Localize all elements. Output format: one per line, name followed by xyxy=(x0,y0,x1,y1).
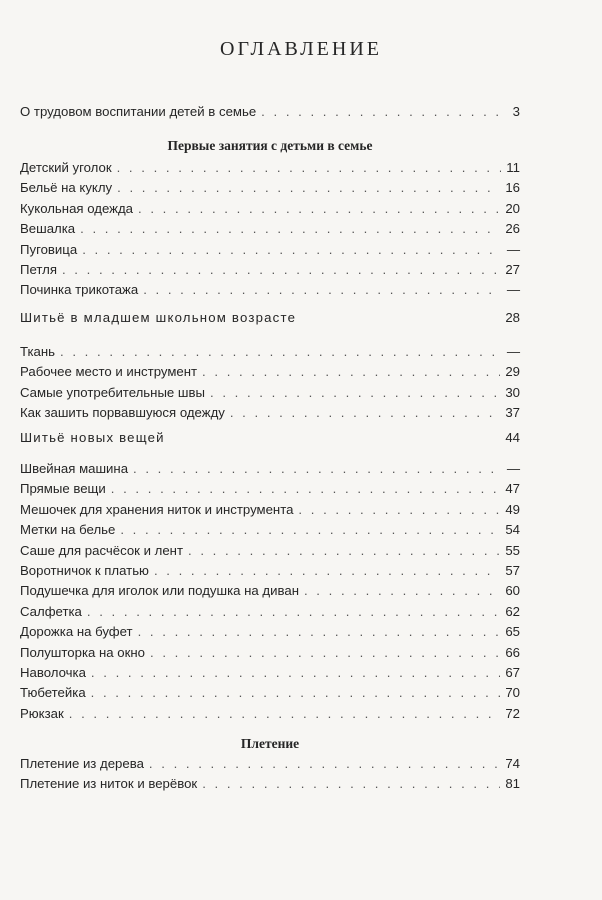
dot-leader xyxy=(154,563,500,578)
toc-entry xyxy=(20,543,520,563)
entry-page: 47 xyxy=(505,481,520,497)
section-heading: Шитьё в младшем школьном возрасте xyxy=(20,310,297,325)
entry-page: 37 xyxy=(505,405,520,421)
section-heading: Шитьё новых вещей xyxy=(20,430,165,445)
dot-leader xyxy=(133,461,501,476)
toc-entry xyxy=(20,262,520,282)
entry-title: Салфетка xyxy=(20,603,82,619)
toc-intro xyxy=(20,104,520,124)
toc-entry xyxy=(20,344,520,364)
entry-page: 62 xyxy=(505,603,520,619)
dot-leader xyxy=(202,364,500,379)
entry-page: 67 xyxy=(505,664,520,680)
dot-leader xyxy=(80,221,500,236)
entry-title: Ткань xyxy=(20,344,56,359)
dot-leader xyxy=(117,180,500,195)
entry-title: Петля xyxy=(20,261,57,277)
entry-title: Бельё на куклу xyxy=(20,180,113,196)
toc-entry xyxy=(20,160,520,180)
entry-page: 54 xyxy=(505,522,520,538)
entry-title: Починка трикотажа xyxy=(20,282,139,298)
dot-leader xyxy=(261,104,501,119)
toc-entry xyxy=(20,583,520,603)
section-heading-row xyxy=(20,310,520,330)
entry-page: — xyxy=(506,282,520,298)
toc-entry xyxy=(20,221,520,241)
dot-leader xyxy=(60,344,501,359)
toc-section-3 xyxy=(20,461,520,726)
page-title: ОГЛАВЛЕНИЕ xyxy=(220,38,382,60)
entry-page: 16 xyxy=(505,180,520,196)
entry-page: 55 xyxy=(505,542,520,558)
toc-entry xyxy=(20,776,520,796)
entry-title: Детский уголок xyxy=(20,160,112,175)
toc-entry xyxy=(20,604,520,624)
dot-leader xyxy=(149,756,500,771)
dot-leader xyxy=(304,583,500,598)
toc-section-2 xyxy=(20,344,520,426)
toc-entry xyxy=(20,201,520,221)
entry-title: Швейная машина xyxy=(20,461,129,476)
dot-leader xyxy=(298,502,500,517)
dot-leader xyxy=(120,522,500,537)
toc-entry xyxy=(20,405,520,425)
entry-page: 28 xyxy=(505,310,520,325)
dot-leader xyxy=(117,160,501,175)
toc-entry xyxy=(20,385,520,405)
dot-leader xyxy=(188,543,500,558)
entry-page: 30 xyxy=(505,384,520,400)
toc-entry xyxy=(20,104,520,124)
entry-title: Воротничок к платью xyxy=(20,562,149,578)
toc-section-1 xyxy=(20,160,520,303)
entry-page: — xyxy=(506,461,520,476)
dot-leader xyxy=(87,604,500,619)
toc-entry xyxy=(20,645,520,665)
dot-leader xyxy=(138,624,501,639)
dot-leader xyxy=(202,776,500,791)
toc-entry xyxy=(20,563,520,583)
toc-entry xyxy=(20,756,520,776)
toc-entry xyxy=(20,242,520,262)
entry-page: 65 xyxy=(505,624,520,640)
toc-entry xyxy=(20,706,520,726)
entry-page: 44 xyxy=(505,430,520,445)
entry-title: Самые употребительные швы xyxy=(20,384,205,400)
toc-section-3-heading xyxy=(20,430,520,450)
dot-leader xyxy=(62,262,500,277)
section-heading: Первые занятия с детьми в семье xyxy=(167,138,373,153)
dot-leader xyxy=(210,385,500,400)
entry-page: 66 xyxy=(505,644,520,660)
toc-entry xyxy=(20,665,520,685)
entry-title: Прямые вещи xyxy=(20,481,106,497)
toc-entry xyxy=(20,502,520,522)
entry-title: Плетение из дерева xyxy=(20,756,144,771)
entry-page: 72 xyxy=(505,705,520,721)
dot-leader xyxy=(150,645,500,660)
dot-leader xyxy=(69,706,501,721)
section-heading: Плетение xyxy=(240,736,300,751)
toc-section-2-heading xyxy=(20,310,520,330)
entry-title: Пуговица xyxy=(20,241,78,257)
entry-title: Мешочек для хранения ниток и инструмента xyxy=(20,501,294,517)
entry-page: 74 xyxy=(505,756,520,771)
entry-page: — xyxy=(506,241,520,257)
dot-leader xyxy=(138,201,500,216)
section-heading-row xyxy=(20,430,520,450)
dot-leader xyxy=(143,282,501,297)
toc-entry xyxy=(20,180,520,200)
dot-leader xyxy=(111,481,501,496)
entry-title: Вешалка xyxy=(20,221,76,237)
toc-entry xyxy=(20,461,520,481)
entry-page: 70 xyxy=(505,685,520,701)
entry-page: 29 xyxy=(505,364,520,380)
toc-entry xyxy=(20,364,520,384)
entry-title: Метки на белье xyxy=(20,522,116,538)
dot-leader xyxy=(91,685,501,700)
entry-page: 49 xyxy=(505,501,520,517)
entry-title: Плетение из ниток и верёвок xyxy=(20,776,198,792)
entry-page: 57 xyxy=(505,562,520,578)
entry-page: 20 xyxy=(505,200,520,216)
toc-entry xyxy=(20,624,520,644)
toc-section-4 xyxy=(20,756,520,797)
entry-title: Подушечка для иголок или подушка на диван xyxy=(20,583,299,599)
entry-title: Кукольная одежда xyxy=(20,200,134,216)
entry-title: Рабочее место и инструмент xyxy=(20,364,198,380)
toc-entry xyxy=(20,685,520,705)
toc-entry xyxy=(20,481,520,501)
entry-title: О трудовом воспитании детей в семье xyxy=(20,104,257,119)
entry-title: Тюбетейка xyxy=(20,685,86,701)
toc-entry xyxy=(20,282,520,302)
entry-title: Дорожка на буфет xyxy=(20,624,133,640)
dot-leader xyxy=(230,405,500,420)
entry-page: 3 xyxy=(512,104,520,119)
dot-leader xyxy=(91,665,500,680)
entry-page: 81 xyxy=(505,776,520,792)
toc-entry xyxy=(20,522,520,542)
entry-page: 11 xyxy=(506,160,520,175)
entry-page: 60 xyxy=(505,583,520,599)
entry-title: Саше для расчёсок и лент xyxy=(20,542,183,558)
dot-leader xyxy=(82,242,501,257)
entry-page: 27 xyxy=(505,261,520,277)
entry-title: Рюкзак xyxy=(20,705,64,721)
entry-title: Как зашить порвавшуюся одежду xyxy=(20,405,225,421)
entry-title: Полушторка на окно xyxy=(20,644,146,660)
entry-page: 26 xyxy=(505,221,520,237)
entry-title: Наволочка xyxy=(20,664,86,680)
entry-page: — xyxy=(506,344,520,359)
